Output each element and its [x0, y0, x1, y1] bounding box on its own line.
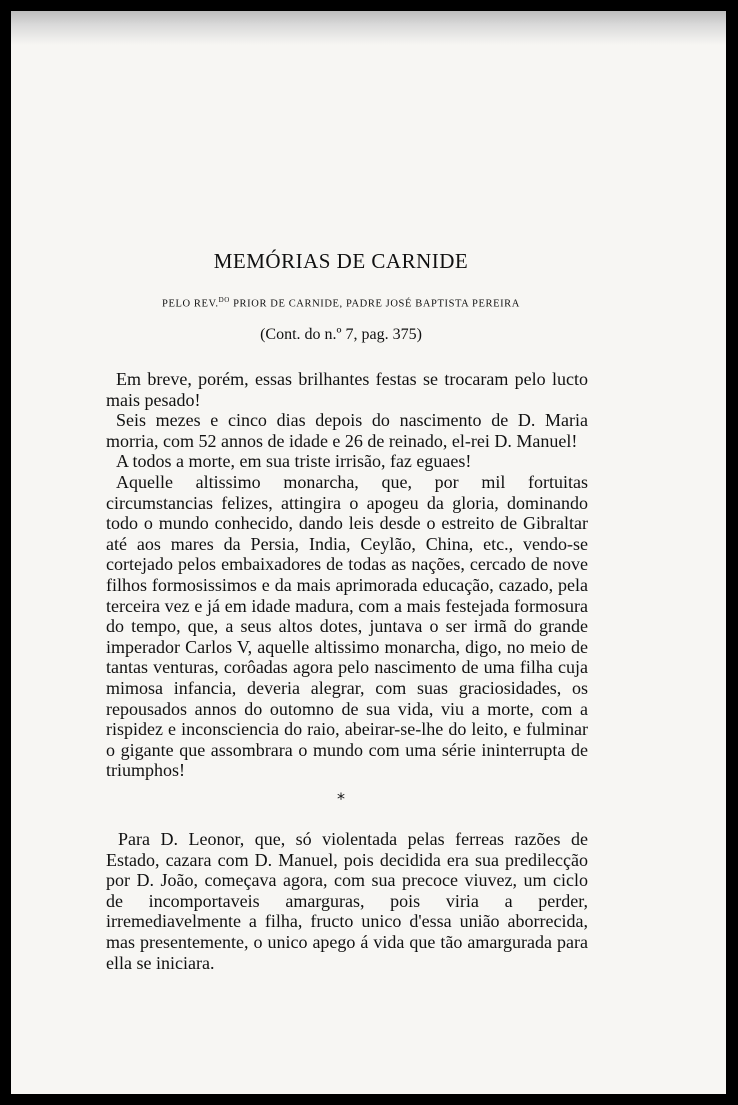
paragraph: Aquelle altissimo monarcha, que, por mil fortuitas circumstancias felizes, attingira o apogeu da gloria, dominando todo o mundo conhecido, dando leis desde o estreito de Gibraltar até aos mares da Persia, India, Ceylão, China, etc., vendo-se cortejado pelos embaixadores de todas as nações, cercado de nove filhos formosissimos e da mais aprimorada educação, cazado, pela terceira vez e já em idade madura, com a mais festejada formosura do tempo, que, a seus altos dotes, juntava o ser irmã do grande imperador Carlos V, aquelle altissimo monarcha, digo, no meio de tantas venturas, corôadas agora pelo nascimento de uma filha cuja mimosa infancia, deveria alegrar, com suas graciosidades, os repousados annos do outomno de sua vida, viu a morte, com a rispidez e inconsciencia do raio, abeirar-se-lhe do leito, e fulminar o gigante que assombrara o mundo com uma série ininterrupta de triumphos!: [106, 471, 588, 781]
paragraph: Em breve, porém, essas brilhantes festas se trocaram pelo lucto mais pesado!: [106, 369, 588, 410]
article-title: MEMÓRIAS DE CARNIDE: [213, 249, 469, 273]
paragraph: A todos a morte, em sua triste irrisão, faz eguaes!: [116, 451, 472, 472]
paragraph: Seis mezes e cinco dias depois do nascimento de D. Maria morria, com 52 annos de idade e 26 de reinado, el-rei D. Manuel!: [106, 410, 588, 451]
byline-rest: PRIOR DE CARNIDE, PADRE JOSÉ BAPTISTA PEREIRA: [229, 298, 520, 310]
continuation-note: (Cont. do n.º 7, pag. 375): [260, 326, 422, 343]
section-separator: *: [337, 789, 345, 808]
body-section-1: [106, 369, 588, 781]
paragraph: Para D. Leonor, que, só violentada pelas ferreas razões de Estado, cazara com D. Manuel, pois decidida era sua predilecção por D. João, começava agora, com sua precoce viuvez, um ciclo de incomportaveis amarguras, pois viria a perder, irremediavelmente a filha, fructo unico d'essa união aborrecida, mas presentemente, o unico apego á vida que tão amargurada para ella se iniciara.: [106, 829, 588, 973]
byline-superscript: DO: [218, 296, 230, 304]
byline-prefix: PELO REV.: [162, 298, 219, 310]
author-byline: [11, 296, 671, 310]
body-section-2: [106, 829, 588, 973]
scan-shadow: [11, 11, 726, 45]
document-page: [11, 11, 726, 1094]
